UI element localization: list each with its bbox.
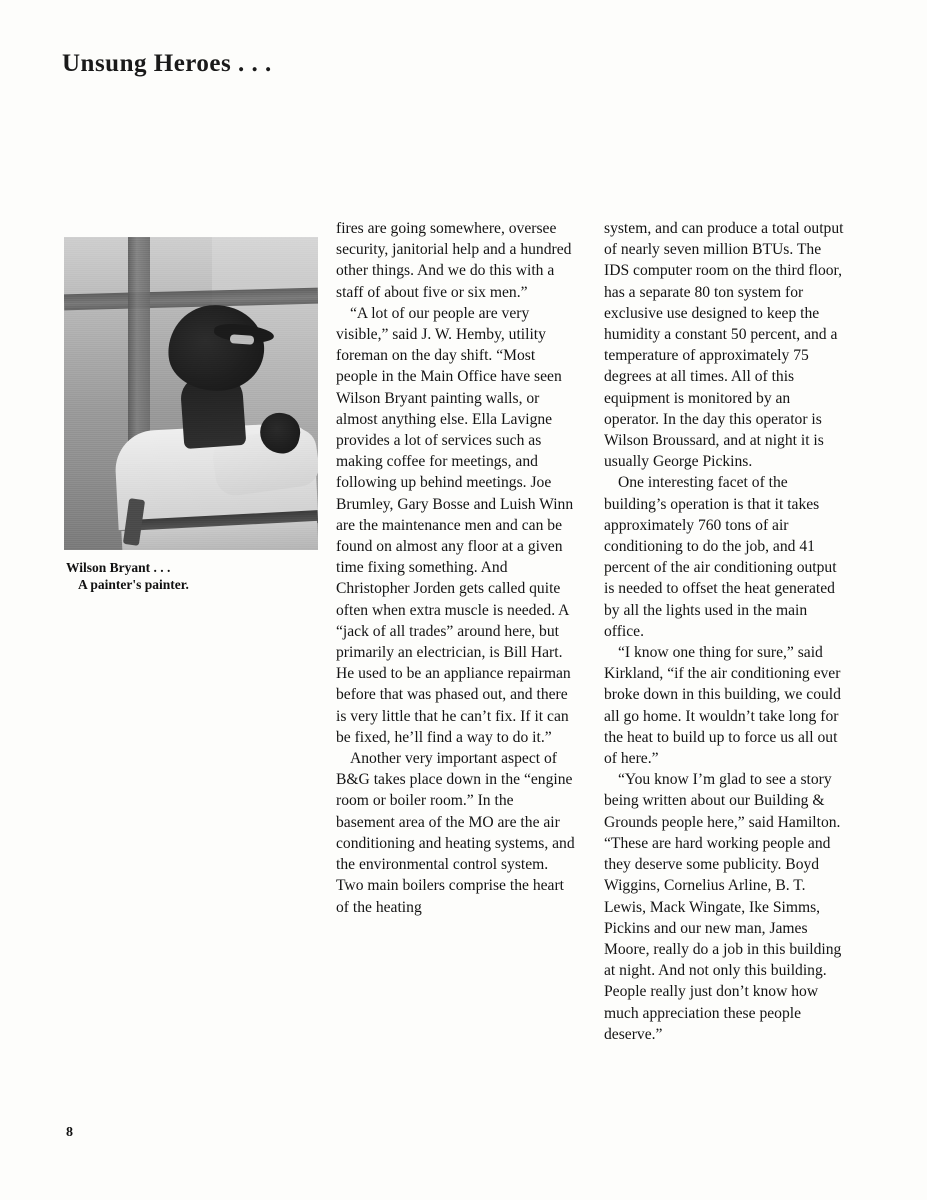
photo-caption-line-2: A painter's painter. (78, 577, 189, 592)
photo-caption-line-1: Wilson Bryant . . . (66, 560, 171, 575)
paragraph: “You know I’m glad to see a story being written about our Building & Grounds people here,” said Hamilton. “These are hard working people and they deserve some publicity. Boyd Wiggins, Cornelius Arline, B. T. Lewis, Mack Wingate, Ike Simms, Pickins and our new man, James Moore, really do a job in this building at night. And not only this building. People really just don’t know how much appreciation these people deserve.” (604, 771, 842, 1043)
paragraph: fires are going somewhere, oversee security, janitorial help and a hundred other things. And we do this with a staff of about five or six men.” (336, 220, 572, 301)
paragraph: One interesting facet of the building’s operation is that it takes approximately 760 tons of air conditioning to do the job, and 41 percent of the air conditioning output is needed to offset the heat generated by all the lights used in the main office. (604, 474, 837, 640)
page-number: 8 (66, 1125, 73, 1140)
photo-block (64, 237, 318, 593)
paragraph: Another very important aspect of B&G takes place down in the “engine room or boiler room.” In the basement area of the MO are the air conditioning and heating systems, and the environmental control system. Two main boilers comprise the heart of the heating (336, 750, 575, 916)
page-title: Unsung Heroes . . . (62, 50, 272, 77)
wilson-bryant-photo (64, 237, 318, 550)
article-column-middle (336, 218, 576, 918)
article-column-right (604, 218, 848, 1045)
paragraph: “A lot of our people are very visible,” said J. W. Hemby, utility foreman on the day shift. “Most people in the Main Office have seen Wilson Bryant painting walls, or almost anything else. Ella Lavigne provides a lot of services such as making coffee for meetings, and following up behind meetings. Joe Brumley, Gary Bosse and Luish Winn are the maintenance men and can be found on almost any floor at a given time fixing something. And Christopher Jorden gets called quite often when extra muscle is needed. A “jack of all trades” around here, but primarily an electrician, is Bill Hart. He used to be an appliance repairman before that was phased out, and there is very little that he can’t fix. If it can be fixed, he’ll find a way to do it.” (336, 304, 574, 746)
photo-caption (64, 559, 318, 593)
paragraph: system, and can produce a total output of nearly seven million BTUs. The IDS computer room on the third floor, has a separate 80 ton system for exclusive use designed to keep the humidity a constant 50 percent, and a temperature of approximately 75 degrees at all times. All of this equipment is monitored by an operator. In the day this operator is Wilson Broussard, and at night it is usually George Pickins. (604, 220, 844, 471)
paragraph: “I know one thing for sure,” said Kirkland, “if the air conditioning ever broke down in this building, we could all go home. It wouldn’t take long for the heat to build up to force us all out of here.” (604, 644, 841, 768)
